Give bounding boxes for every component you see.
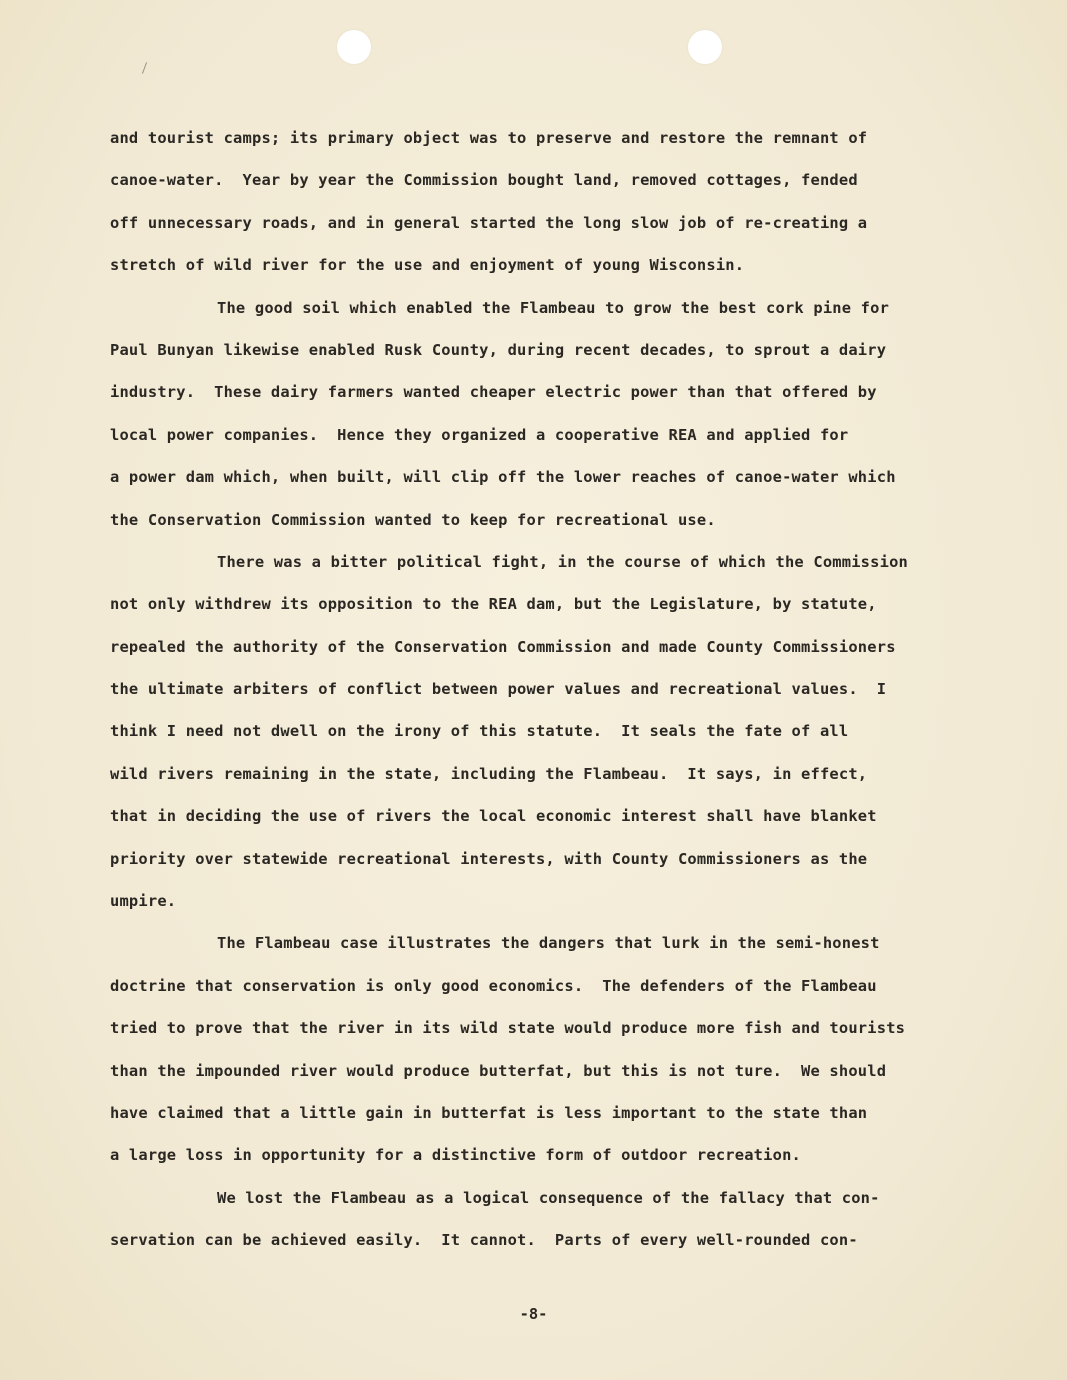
text-line: industry. These dairy farmers wanted cheaper electric power than that offered by: [110, 383, 877, 402]
text-line: think I need not dwell on the irony of this statute. It seals the fate of all: [110, 722, 849, 741]
text-line: servation can be achieved easily. It cannot. Parts of every well-rounded con-: [110, 1231, 858, 1250]
paragraph-first-line: There was a bitter political fight, in the course of which the Commission: [217, 552, 909, 571]
text-line: a large loss in opportunity for a distinctive form of outdoor recreation.: [110, 1146, 802, 1165]
paragraph-first-line: We lost the Flambeau as a logical consequence of the fallacy that con-: [217, 1188, 880, 1207]
text-line: doctrine that conservation is only good economics. The defenders of the Flambeau: [110, 976, 877, 995]
body-text: [110, 117, 1010, 1262]
text-line: umpire.: [110, 892, 177, 911]
punch-hole-left: [337, 30, 371, 64]
text-line: stretch of wild river for the use and enjoyment of young Wisconsin.: [110, 256, 745, 275]
stray-pencil-mark: [142, 62, 147, 74]
text-line: canoe-water. Year by year the Commission bought land, removed cottages, fended: [110, 171, 858, 190]
text-line: than the impounded river would produce butterfat, but this is not ture. We should: [110, 1061, 887, 1080]
text-line: Paul Bunyan likewise enabled Rusk County, during recent decades, to sprout a dairy: [110, 340, 887, 359]
text-line: the Conservation Commission wanted to keep for recreational use.: [110, 510, 716, 529]
page-number: -8-: [519, 1305, 548, 1323]
text-line: that in deciding the use of rivers the local economic interest shall have blanket: [110, 807, 877, 826]
text-line: a power dam which, when built, will clip off the lower reaches of canoe-water which: [110, 468, 896, 487]
text-line: wild rivers remaining in the state, including the Flambeau. It says, in effect,: [110, 764, 868, 783]
text-line: tried to prove that the river in its wild state would produce more fish and tourists: [110, 1019, 906, 1038]
paragraph-first-line: The good soil which enabled the Flambeau to grow the best cork pine for: [217, 298, 890, 317]
text-line: off unnecessary roads, and in general started the long slow job of re-creating a: [110, 213, 868, 232]
text-line: have claimed that a little gain in butterfat is less important to the state than: [110, 1103, 868, 1122]
text-line: the ultimate arbiters of conflict between power values and recreational values. I: [110, 680, 887, 699]
text-line: not only withdrew its opposition to the REA dam, but the Legislature, by statute,: [110, 595, 877, 614]
text-line: and tourist camps; its primary object was to preserve and restore the remnant of: [110, 129, 868, 147]
text-line: local power companies. Hence they organized a cooperative REA and applied for: [110, 425, 849, 444]
paragraph-first-line: The Flambeau case illustrates the dangers that lurk in the semi-honest: [217, 934, 880, 953]
text-line: priority over statewide recreational interests, with County Commissioners as the: [110, 849, 868, 868]
punch-hole-right: [688, 30, 722, 64]
text-line: repealed the authority of the Conservation Commission and made County Commissioners: [110, 637, 896, 656]
